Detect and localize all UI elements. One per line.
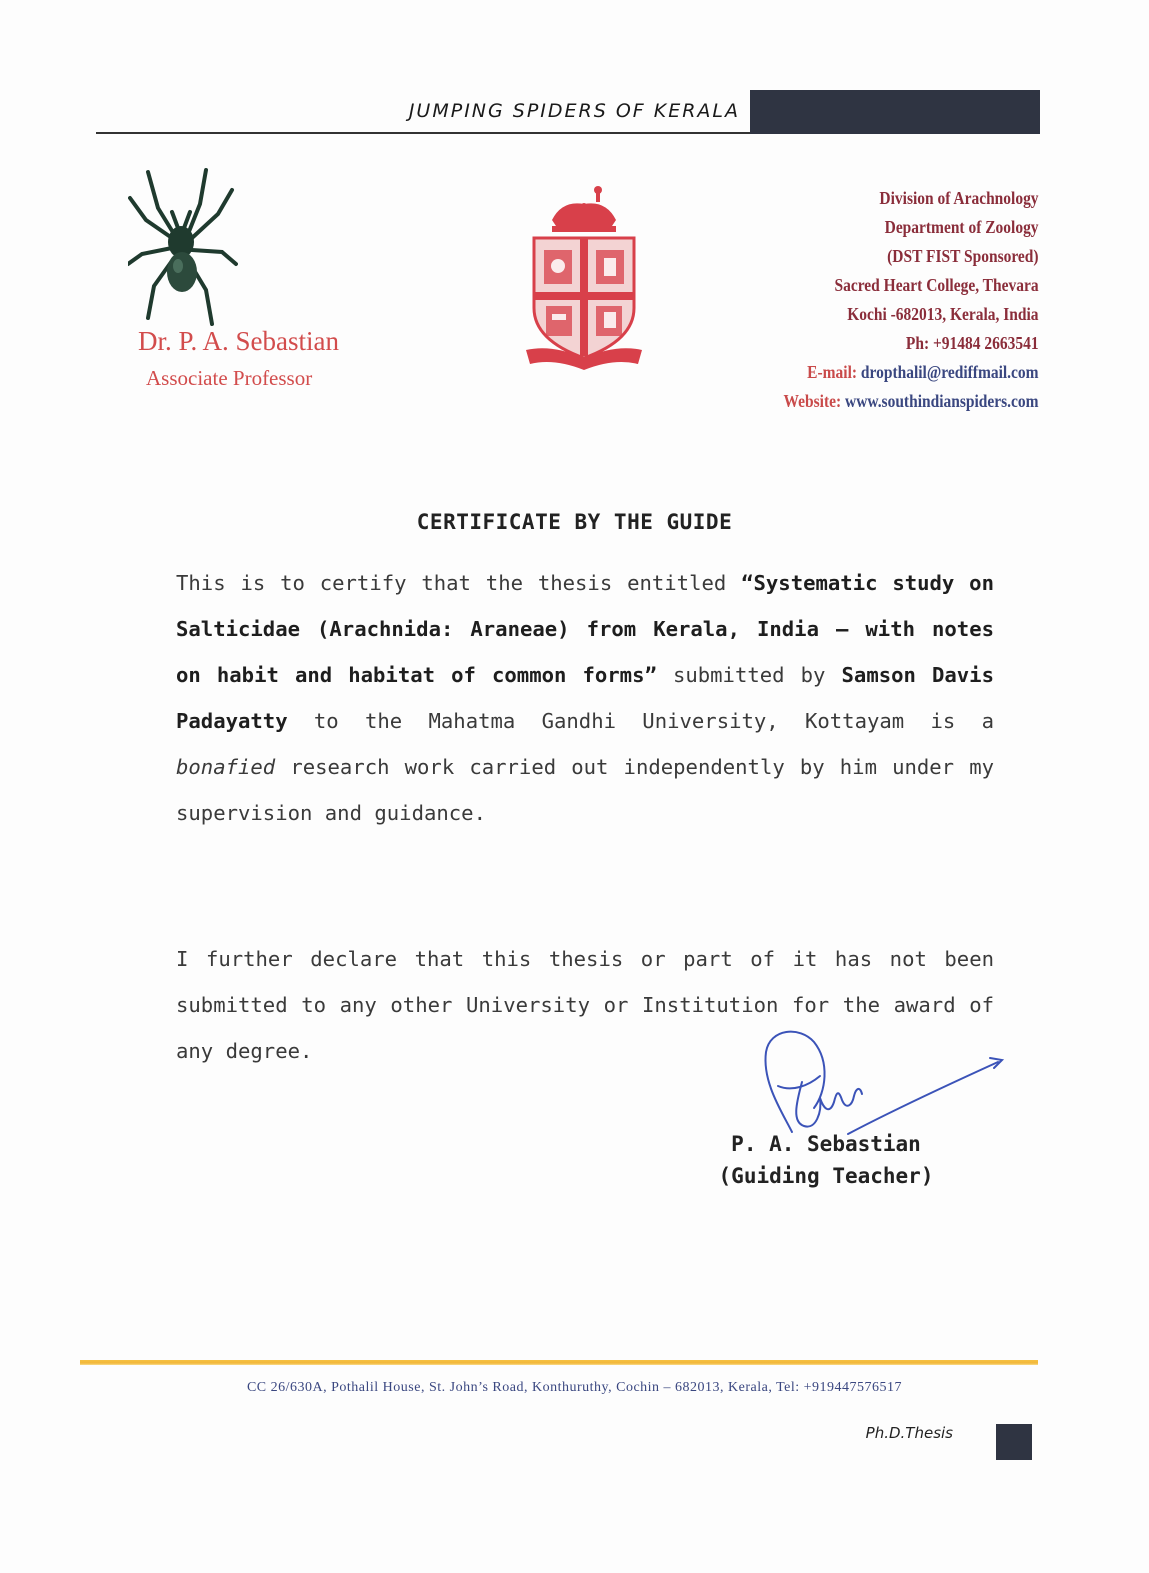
signatory-role: (Guiding Teacher)	[718, 1164, 934, 1188]
phone-line: Ph: +91484 2663541	[906, 333, 1039, 353]
letterhead-address	[784, 184, 1039, 416]
header-block	[750, 90, 1040, 134]
address-line: Department of Zoology	[885, 217, 1039, 237]
spider-icon	[128, 168, 238, 328]
header-rule	[96, 132, 752, 134]
address-line: Division of Arachnology	[879, 188, 1039, 208]
bonafied-word: bonafied	[176, 755, 276, 779]
footer-address: CC 26/630A, Pothalil House, St. John’s Road, Konthuruthy, Cochin – 682013, Kerala, Tel: +919447576517	[246, 1380, 903, 1395]
running-title: JUMPING SPIDERS OF KERALA	[408, 100, 740, 122]
signatory-block	[700, 1128, 952, 1192]
p1-university: to the Mahatma Gandhi University, Kottayam is a	[287, 709, 994, 733]
address-line: Sacred Heart College, Thevara	[834, 275, 1039, 295]
guide-name: Dr. P. A. Sebastian	[138, 326, 340, 356]
email-label: E-mail:	[807, 362, 862, 382]
running-header	[96, 90, 1040, 134]
email-link[interactable]: dropthalil@rediffmail.com	[861, 362, 1039, 382]
guide-title: Associate Professor	[146, 366, 313, 390]
candidate-name: Samson Davis Padayatty	[176, 663, 994, 733]
p1-intro: This is to certify that the thesis entitled	[176, 571, 742, 595]
handwritten-signature	[752, 1022, 1008, 1142]
p1-submitted: submitted by	[656, 663, 842, 687]
certificate-paragraph-2: I further declare that this thesis or part of it has not been submitted to any other University or Institution for the award of any degree.	[176, 947, 994, 1063]
website-link[interactable]: www.southindianspiders.com	[845, 391, 1039, 411]
footer-rule	[80, 1360, 1038, 1365]
footer-block	[996, 1424, 1032, 1460]
certificate-heading: CERTIFICATE BY THE GUIDE	[416, 510, 733, 534]
signatory-name: P. A. Sebastian	[731, 1132, 921, 1156]
certificate-paragraph-1	[176, 560, 994, 836]
thesis-title: “Systematic study on Salticidae (Arachnida: Araneae) from Kerala, India – with notes on habit and habitat of common forms”	[176, 571, 994, 687]
college-crest-icon	[522, 182, 646, 378]
p1-rest: research work carried out independently by him under my supervision and guidance.	[176, 755, 994, 825]
website-label: Website:	[783, 391, 846, 411]
address-line: Kochi -682013, Kerala, India	[847, 304, 1039, 324]
website-line	[784, 387, 1039, 416]
email-line	[784, 358, 1039, 387]
footer-tag: Ph.D.Thesis	[865, 1424, 953, 1442]
address-line: (DST FIST Sponsored)	[887, 246, 1039, 266]
